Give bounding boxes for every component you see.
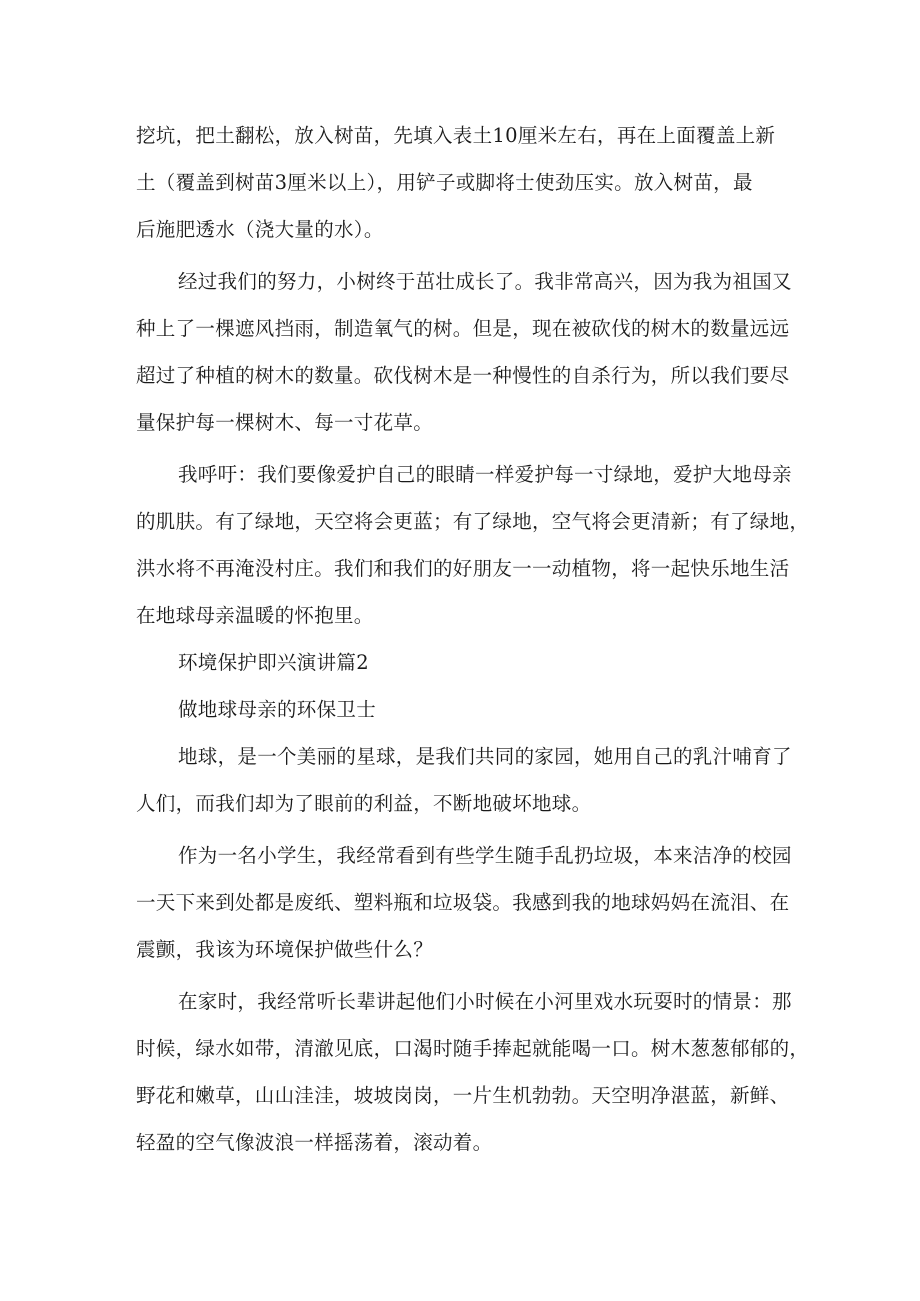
text-line: 我呼吁：我们要像爱护自己的眼睛一样爱护每一寸绿地，爱护大地母亲 [178, 463, 792, 486]
text-line: 在地球母亲温暖的怀抱里。 [136, 604, 374, 627]
text-line: 超过了种植的树木的数量。砍伐树木是一种慢性的自杀行为，所以我们要尽 [136, 364, 790, 387]
text-line: 种上了一棵遮风挡雨，制造氧气的树。但是，现在被砍伐的树木的数量远远 [136, 317, 790, 340]
text-line: 一天下来到处都是废纸、塑料瓶和垃圾袋。我感到我的地球妈妈在流泪、在 [136, 891, 790, 914]
text-line: 时候，绿水如带，清澈见底，口渴时随手捧起就能喝一口。树木葱葱郁郁的， [136, 1037, 810, 1060]
document-body [136, 112, 810, 1166]
paragraph-planting-steps [136, 112, 796, 253]
paragraph-earth-home [136, 733, 796, 827]
text-line: 的肌肤。有了绿地，天空将会更蓝；有了绿地，空气将会更清新；有了绿地， [136, 510, 810, 533]
text-line: 在家时，我经常听长辈讲起他们小时候在小河里戏水玩耍时的情景：那 [178, 990, 792, 1013]
text-line: 量保护每一棵树木、每一寸花草。 [136, 411, 434, 434]
text-line: 后施肥透水（浇大量的水）。 [136, 218, 384, 241]
text-line: 轻盈的空气像波浪一样摇荡着，滚动着。 [136, 1131, 493, 1154]
section-heading [136, 639, 796, 686]
heading-text: 环境保护即兴演讲篇2 [178, 651, 369, 674]
text-line: 地球，是一个美丽的星球，是我们共同的家园，她用自己的乳汁哺育了 [178, 745, 792, 768]
paragraph-student-litter [136, 832, 796, 973]
paragraph-tree-growth [136, 258, 796, 446]
text-line: 人们，而我们却为了眼前的利益，不断地破坏地球。 [136, 792, 592, 815]
paragraph-appeal [136, 451, 810, 639]
paragraph-elders-memories [136, 978, 810, 1166]
text-line: 野花和嫩草，山山洼洼，坡坡岗岗，一片生机勃勃。天空明净湛蓝，新鲜、 [136, 1084, 790, 1107]
text-line: 洪水将不再淹没村庄。我们和我们的好朋友一一动植物，将一起快乐地生活 [136, 557, 790, 580]
text-line: 经过我们的努力，小树终于茁壮成长了。我非常高兴，因为我为祖国又 [178, 270, 792, 293]
text-line: 土（覆盖到树苗3厘米以上），用铲子或脚将士使劲压实。放入树苗，最 [136, 171, 753, 194]
subtitle-text: 做地球母亲的环保卫士 [178, 698, 377, 721]
section-subtitle [136, 686, 796, 733]
text-line: 作为一名小学生，我经常看到有些学生随手乱扔垃圾，本来洁净的校园 [178, 844, 792, 867]
text-line: 挖坑，把土翻松，放入树苗，先填入表土10厘米左右，再在上面覆盖上新 [136, 124, 776, 147]
text-line: 震颤，我该为环境保护做些什么？ [136, 938, 434, 961]
